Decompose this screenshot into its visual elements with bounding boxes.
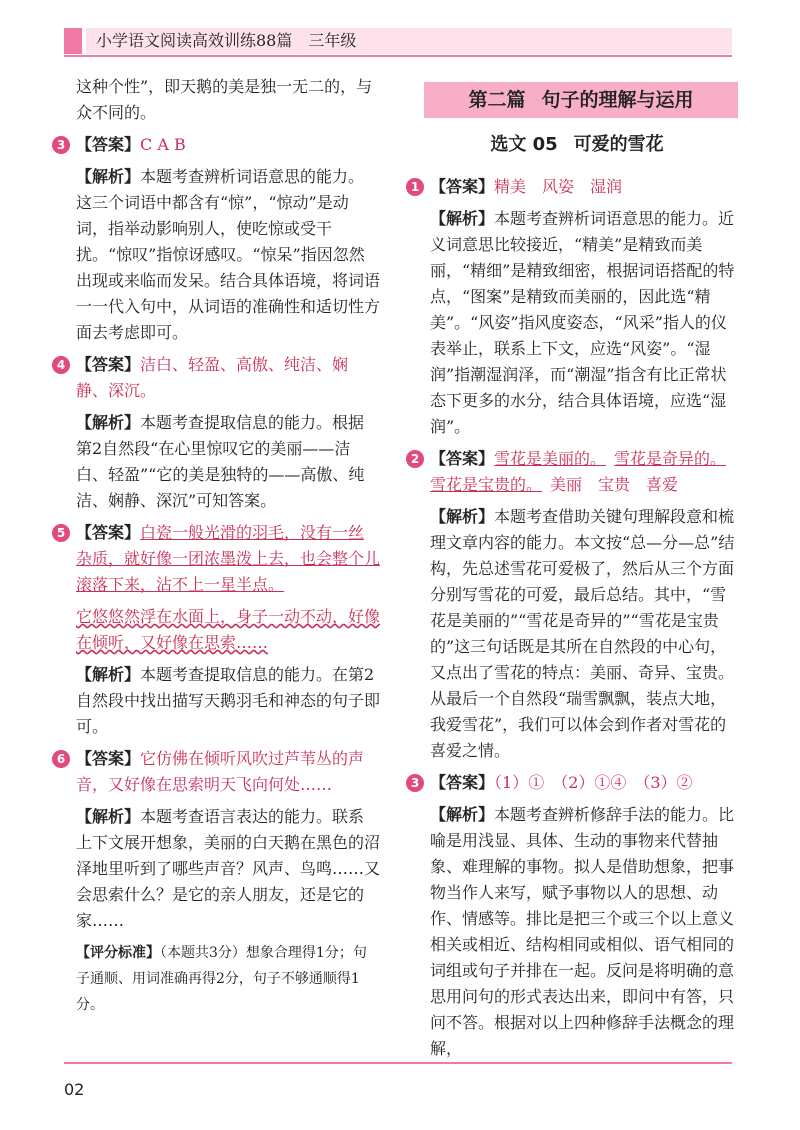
selection-heading <box>416 132 738 158</box>
answer-sentence-1: 雪花是美丽的。 <box>494 449 607 468</box>
section-heading <box>424 82 738 118</box>
explanation-text: 本题考查辨析修辞手法的能力。比喻是用浅显、具体、生动的事物来代替抽象、难理解的事物。拟人是借助想象，把事物当作人来写，赋予事物以人的思想、动作、情感等。排比是把三个或三个以上意义相关或相近、结构相同或相似、语气相同的词组或句子并排在一起。反问是将明确的意思用问句的形式表达出来，即问中有答，只问不答。根据对以上四种修辞手法概念的理解， <box>430 805 735 1058</box>
answer-block-1 <box>410 174 738 440</box>
selection-part: 选文 05 <box>490 134 558 155</box>
explanation-tag: 【解析】 <box>430 507 495 526</box>
explanation-text: 本题考查语言表达的能力。联系上下文展开想象，美丽的白天鹅在黑色的沼泽地里听到了哪些声音？风声、鸟鸣……又会思索什么？是它的亲人朋友，还是它的家…… <box>76 807 381 930</box>
answer-tag: 【答案】 <box>430 177 495 196</box>
explanation-tag: 【解析】 <box>430 209 495 228</box>
footer-divider <box>64 1062 732 1064</box>
question-number-badge: 6 <box>52 750 70 768</box>
question-number-badge: 2 <box>406 450 424 468</box>
question-number-badge: 3 <box>52 136 70 154</box>
explanation-text: 本题考查提取信息的能力。在第2自然段中找出描写天鹅羽毛和神态的句子即可。 <box>76 665 381 736</box>
grade-label: 三年级 <box>308 31 357 50</box>
answer-text: （1）① （2）①④ （3）② <box>494 773 693 792</box>
answer-text: 它仿佛在倾听风吹过芦苇丛的声音，又好像在思索明天飞向何处…… <box>76 749 365 794</box>
explanation-text: 本题考查辨析词语意思的能力。近义词意思比较接近，“精美”是精致而美丽，“精细”是精致细密，根据词语搭配的特点，“图案”是精致而美丽的，因此选“精美”。“风姿”指风度姿态，“风采”指人的仪表举止，联系上下文，应选“风姿”。“湿润”指潮湿润泽，而“潮湿”指含有比正常状态下更多的水分，结合具体语境，应选“湿润”。 <box>430 209 735 436</box>
answer-keywords: 美丽 宝贵 喜爱 <box>550 475 679 494</box>
explanation-tag: 【解析】 <box>76 413 141 432</box>
answer-tag: 【答案】 <box>76 523 141 542</box>
answer-block-2 <box>410 446 738 764</box>
page-number: 02 <box>64 1080 85 1099</box>
question-number-badge: 5 <box>52 524 70 542</box>
answer-text-underlined: 白瓷一般光滑的羽毛，没有一丝杂质，就好像一团浓墨泼上去，也会整个儿滚落下来，沾不上一星半点。 <box>76 523 381 594</box>
explanation-text: 本题考查提取信息的能力。根据第2自然段“在心里惊叹它的美丽——洁白、轻盈”“它的美是独特的——高傲、纯洁、娴静、深沉”可知答案。 <box>76 413 365 510</box>
section-title: 句子的理解与运用 <box>541 89 694 111</box>
answer-text: 精美 风姿 湿润 <box>494 177 623 196</box>
answer-block-6 <box>56 746 381 1018</box>
answer-block-4 <box>56 352 380 514</box>
header-divider <box>64 55 732 57</box>
header-accent-block <box>64 28 82 54</box>
book-title: 小学语文阅读高效训练88篇 <box>96 31 293 50</box>
question-number-badge: 4 <box>52 356 70 374</box>
explanation-tag: 【解析】 <box>76 807 141 826</box>
scoring-tag: 【评分标准】 <box>76 945 160 961</box>
right-column <box>410 74 738 1068</box>
explanation-text: 本题考查借助关键句理解段意和梳理文章内容的能力。本文按“总—分—总”结构，先总述雪花可爱极了，然后从三个方面分别写雪花的可爱，最后总结。其中，“雪花是美丽的”“雪花是奇异的”“雪花是宝贵的”这三句话既是其所在自然段的中心句，又点出了雪花的特点：美丽、奇异、宝贵。从最后一个自然段“瑞雪飘飘，装点大地，我爱雪花”，我们可以体会到作者对雪花的喜爱之情。 <box>430 507 735 760</box>
answer-tag: 【答案】 <box>76 135 141 154</box>
explanation-tag: 【解析】 <box>76 167 141 186</box>
answer-block-3 <box>56 132 381 346</box>
answer-block-3-right <box>410 770 738 1062</box>
answer-tag: 【答案】 <box>76 355 141 374</box>
answer-tag: 【答案】 <box>76 749 141 768</box>
explanation-text: 本题考查辨析词语意思的能力。这三个词语中都含有“惊”，“惊动”是动词，指举动影响别人，使吃惊或受干扰。“惊叹”指惊讶感叹。“惊呆”指因忽然出现或来临而发呆。结合具体语境，将词语一一代入句中，从词语的准确性和适切性方面去考虑即可。 <box>76 167 381 342</box>
question-number-badge: 3 <box>406 774 424 792</box>
answer-text: 洁白、轻盈、高傲、纯洁、娴静、深沉。 <box>76 355 349 400</box>
explanation-tag: 【解析】 <box>76 665 141 684</box>
answer-sentence-2: 雪花是奇异的。 <box>614 449 727 468</box>
scoring-text: （本题共3分）想象合理得1分；句子通顺、用词准确再得2分，句子不够通顺得1分。 <box>76 945 367 1013</box>
running-header <box>96 30 372 52</box>
question-number-badge: 1 <box>406 178 424 196</box>
left-column <box>56 74 381 1024</box>
answer-tag: 【答案】 <box>430 449 495 468</box>
answer-text: C A B <box>140 135 186 154</box>
continued-text: 这种个性”，即天鹅的美是独一无二的，与众不同的。 <box>76 77 373 122</box>
selection-title: 可爱的雪花 <box>573 134 664 155</box>
explanation-tag: 【解析】 <box>430 805 495 824</box>
answer-text-wavy: 它悠悠然浮在水面上，身子一动不动，好像在倾听，又好像在思索…… <box>76 607 381 652</box>
answer-block-5 <box>56 520 381 740</box>
answer-tag: 【答案】 <box>430 773 495 792</box>
answer-sentence-3: 雪花是宝贵的。 <box>430 475 543 494</box>
section-part: 第二篇 <box>468 89 526 111</box>
